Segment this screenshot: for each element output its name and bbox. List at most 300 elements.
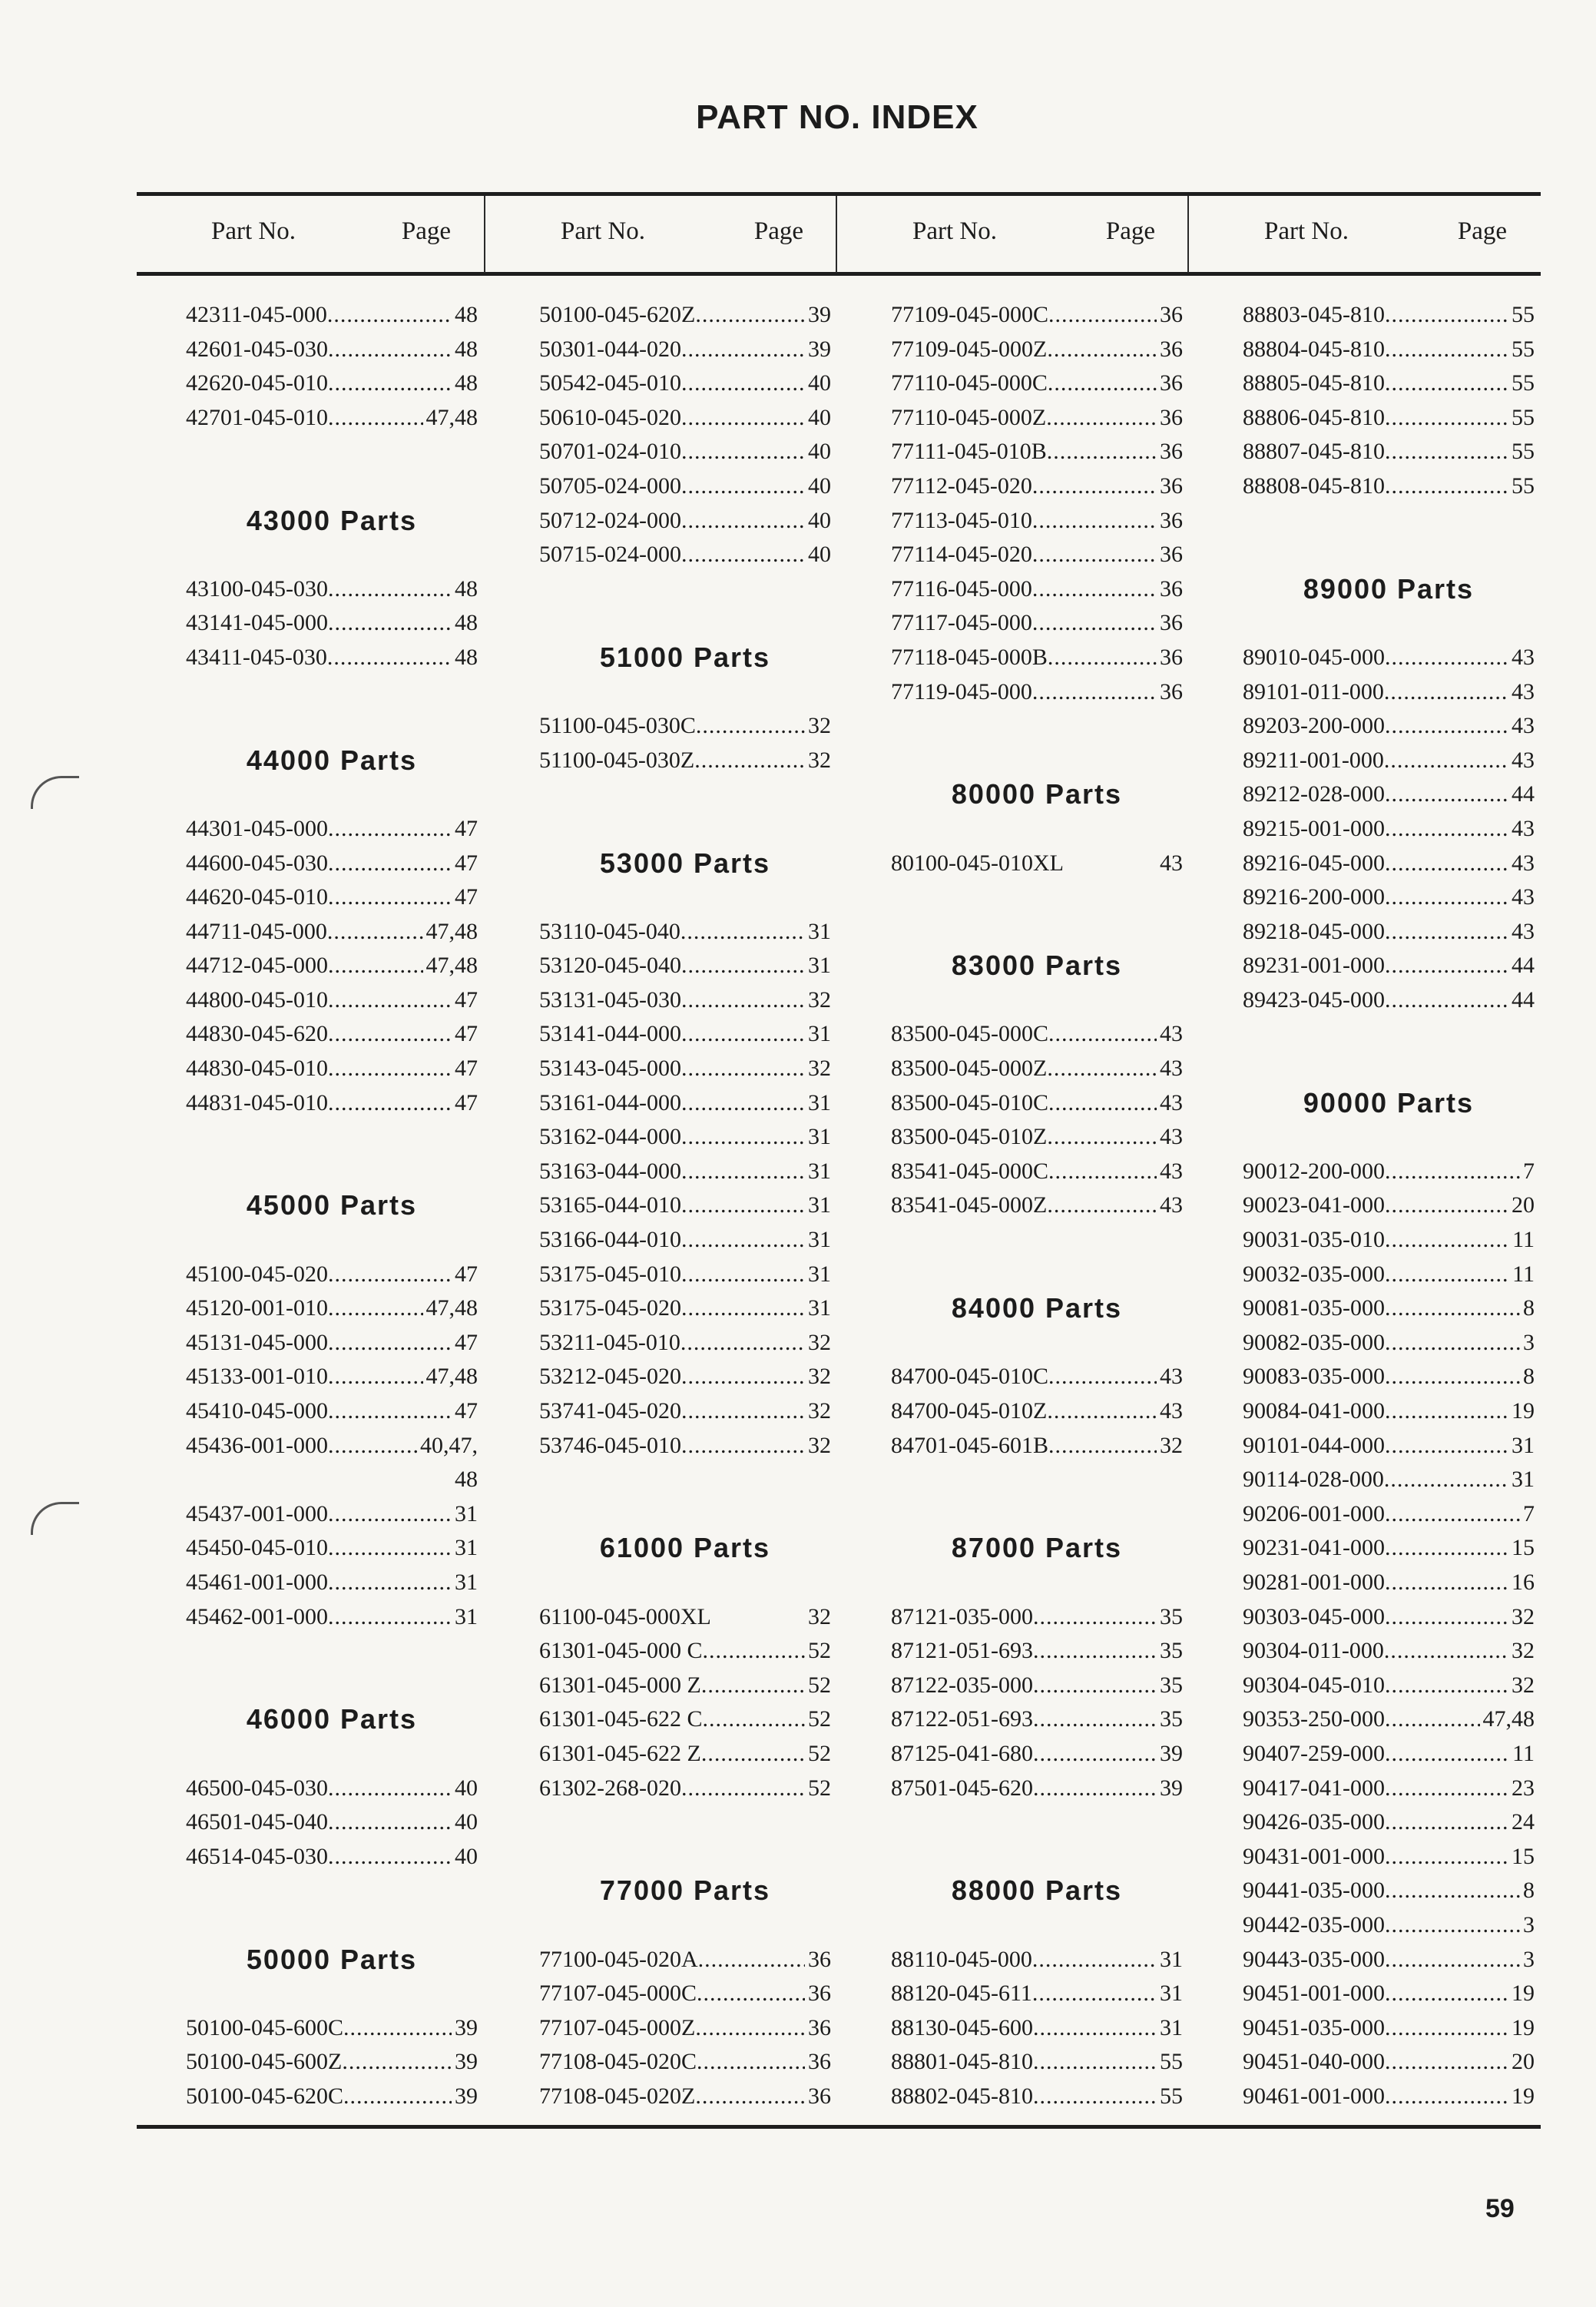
list-item: [1243, 949, 1535, 983]
page-ref: 43: [1512, 644, 1535, 670]
dot-leader: [328, 401, 423, 436]
page-ref: 36: [1160, 610, 1183, 636]
part-number: 51100-045-030Z: [539, 747, 695, 773]
page-ref: 52: [808, 1638, 831, 1664]
page-ref: 31: [1512, 1432, 1535, 1458]
page-ref: 43: [1160, 1364, 1183, 1390]
part-number: 50301-044-020: [539, 336, 681, 362]
list-item: [891, 1669, 1183, 1703]
list-item: [891, 298, 1183, 333]
list-item: [186, 1086, 478, 1121]
part-number: 77110-045-000Z: [891, 404, 1047, 430]
dot-leader: [1385, 298, 1508, 333]
page-ref: 3: [1523, 1329, 1535, 1355]
list-item: [891, 504, 1183, 539]
dot-leader: [328, 983, 452, 1018]
page-ref: 7: [1523, 1500, 1535, 1526]
list-item: [1243, 2045, 1535, 2080]
section-heading: 87000 Parts: [951, 1532, 1123, 1564]
list-item: [1243, 1805, 1535, 1840]
page-ref: 40,47,: [420, 1432, 478, 1458]
part-number: 90431-001-000: [1243, 1843, 1385, 1869]
part-number: 80100-045-010XL: [891, 850, 1064, 876]
dot-leader: [328, 1326, 452, 1361]
list-item: [186, 1805, 478, 1840]
part-number: 61301-045-000 Z: [539, 1672, 701, 1698]
list-item: [186, 1531, 478, 1566]
page-ref: 40: [808, 472, 831, 499]
page-ref: 48: [455, 336, 478, 362]
part-number: 53746-045-010: [539, 1432, 681, 1458]
dot-leader: [1032, 504, 1157, 539]
list-item: [539, 1188, 831, 1223]
dot-leader: [1033, 1669, 1157, 1703]
page-ref: 47,48: [425, 404, 478, 430]
list-item: [186, 606, 478, 641]
page-ref: 19: [1512, 2083, 1535, 2109]
page-ref: 36: [1160, 678, 1183, 704]
page-ref: 31: [808, 953, 831, 979]
list-item: [539, 1120, 831, 1155]
part-number: 89215-001-000: [1243, 815, 1385, 841]
page-ref: 8: [1523, 1364, 1535, 1390]
dot-leader: [328, 1429, 417, 1463]
part-number: 83500-045-010Z: [891, 1124, 1048, 1150]
list-item: [1243, 1463, 1535, 1497]
page-ref: 55: [1512, 472, 1535, 499]
page-ref: 15: [1512, 1843, 1535, 1869]
dot-leader: [681, 538, 805, 572]
part-number: 77114-045-020: [891, 542, 1032, 568]
list-item: [1243, 1669, 1535, 1703]
list-item: [891, 2080, 1183, 2114]
dot-leader: [327, 298, 452, 333]
list-item: [1243, 983, 1535, 1018]
part-number: 87122-051-693: [891, 1706, 1033, 1732]
part-number: 77117-045-000: [891, 610, 1032, 636]
punch-hole-mark: [31, 776, 79, 809]
part-number: 77110-045-000C: [891, 370, 1048, 396]
page-ref: 32: [808, 1398, 831, 1424]
part-number: 88120-045-611: [891, 1981, 1032, 2007]
column-divider: [1187, 196, 1189, 273]
list-item: [186, 1326, 478, 1361]
dot-leader: [681, 1772, 805, 1806]
list-item: [891, 1772, 1183, 1806]
dot-leader: [1385, 1258, 1509, 1292]
page-ref: 44: [1512, 953, 1535, 979]
page-ref: 32: [1512, 1603, 1535, 1629]
part-number: 45437-001-000: [186, 1500, 328, 1526]
page-ref: 11: [1512, 1740, 1535, 1766]
page-ref: 40: [455, 1775, 478, 1801]
dot-leader: [681, 1017, 805, 1052]
part-number: 42311-045-000: [186, 302, 327, 327]
list-item: [1243, 435, 1535, 469]
part-number: 84700-045-010C: [891, 1364, 1048, 1390]
page-ref: 43: [1512, 884, 1535, 910]
part-number: 90426-035-000: [1243, 1809, 1385, 1835]
part-number: 77116-045-000: [891, 575, 1032, 602]
list-item: [186, 1772, 478, 1806]
dot-leader: [1048, 298, 1157, 333]
part-number: 90442-035-000: [1243, 1911, 1385, 1937]
section-heading: 45000 Parts: [246, 1189, 418, 1221]
dot-leader: [711, 1600, 805, 1635]
dot-leader: [1385, 469, 1508, 504]
list-item: [186, 298, 478, 333]
list-item: [186, 572, 478, 607]
part-number: 51100-045-030C: [539, 713, 696, 739]
page-ref: 43: [1512, 713, 1535, 739]
section-heading: 61000 Parts: [599, 1532, 771, 1564]
part-number: 90281-001-000: [1243, 1569, 1385, 1595]
dot-leader: [1385, 1155, 1520, 1189]
dot-leader: [1033, 2080, 1157, 2114]
dot-leader: [697, 1977, 805, 2011]
part-number: 77112-045-020: [891, 472, 1032, 499]
page-ref: 40: [455, 1809, 478, 1835]
part-number: 90083-035-000: [1243, 1364, 1385, 1390]
list-item: [891, 641, 1183, 675]
list-item: [539, 1360, 831, 1394]
part-number: 77107-045-000C: [539, 1981, 697, 2007]
page-ref: 32: [1512, 1638, 1535, 1664]
dot-leader: [694, 744, 805, 778]
list-item: [186, 1566, 478, 1600]
dot-leader: [681, 1360, 805, 1394]
dot-leader: [1385, 1737, 1509, 1772]
page-ref: 44: [1512, 986, 1535, 1013]
dot-leader: [1385, 777, 1508, 812]
page-ref: 8: [1523, 1878, 1535, 1904]
dot-leader: [1385, 1840, 1508, 1874]
list-item: [186, 641, 478, 675]
page-ref: 48: [455, 575, 478, 602]
part-number: 53165-044-010: [539, 1192, 681, 1218]
page-number: 59: [1485, 2194, 1515, 2223]
part-number: 83500-045-000Z: [891, 1056, 1048, 1082]
list-item: [186, 1600, 478, 1635]
part-number: 50705-024-000: [539, 472, 681, 499]
dot-leader: [328, 1600, 452, 1635]
list-item: [539, 983, 831, 1018]
spacer: [539, 880, 831, 915]
spacer: [186, 1977, 478, 2011]
dot-leader: [681, 401, 805, 436]
list-item: [539, 333, 831, 367]
list-item: [186, 847, 478, 881]
dot-leader: [698, 1943, 805, 1977]
list-item: [1243, 1258, 1535, 1292]
page-ref: 47,48: [425, 953, 478, 979]
part-number: 88805-045-810: [1243, 370, 1385, 396]
part-number: 45410-045-000: [186, 1398, 328, 1424]
page-ref: 32: [1512, 1672, 1535, 1698]
spacer: [186, 777, 478, 812]
dot-leader: [328, 366, 452, 401]
page-ref: 31: [1160, 2014, 1183, 2040]
dot-leader: [681, 1429, 805, 1463]
list-item: [1243, 1874, 1535, 1908]
list-item: [539, 1737, 831, 1772]
dot-leader: [1385, 1600, 1508, 1635]
page-ref: 31: [808, 1227, 831, 1253]
dot-leader: [328, 1360, 423, 1394]
page-ref: 20: [1512, 1192, 1535, 1218]
page-ref: 31: [455, 1500, 478, 1526]
dot-leader: [1385, 641, 1508, 675]
page-ref: 39: [1160, 1775, 1183, 1801]
list-item: [1243, 2011, 1535, 2046]
part-number: 45436-001-000: [186, 1432, 328, 1458]
page-ref: 43: [1160, 1021, 1183, 1047]
page-ref: 31: [808, 1089, 831, 1115]
dot-leader: [328, 812, 452, 847]
dot-leader: [1385, 1531, 1508, 1566]
page-ref: 36: [1160, 472, 1183, 499]
list-item: [891, 1737, 1183, 1772]
page-ref: 47: [455, 1056, 478, 1082]
page-ref: 32: [808, 1364, 831, 1390]
dot-leader: [681, 1223, 805, 1258]
dot-leader: [1048, 1017, 1157, 1052]
dot-leader: [328, 1291, 423, 1326]
page-ref: 47: [455, 884, 478, 910]
part-number: 77108-045-020Z: [539, 2083, 696, 2109]
page-ref: 48: [455, 610, 478, 636]
page-ref: 39: [455, 2014, 478, 2040]
list-item: [539, 1052, 831, 1086]
bottom-rule: [137, 2125, 1541, 2129]
section-heading: 88000 Parts: [951, 1874, 1123, 1907]
list-item: [186, 1052, 478, 1086]
list-item: [539, 1394, 831, 1429]
list-item: [891, 847, 1183, 881]
section-heading: 51000 Parts: [599, 641, 771, 673]
list-item: [539, 1943, 831, 1977]
part-number: 87121-051-693: [891, 1638, 1033, 1664]
list-item: [1243, 880, 1535, 915]
dot-leader: [681, 1394, 805, 1429]
dot-leader: [1385, 401, 1508, 436]
list-item: [1243, 333, 1535, 367]
list-item: [186, 1429, 478, 1463]
dot-leader: [681, 1188, 805, 1223]
spacer: [891, 1223, 1183, 1291]
part-number: 44620-045-010: [186, 884, 328, 910]
part-number: 88801-045-810: [891, 2049, 1033, 2075]
page-ref: 24: [1512, 1809, 1535, 1835]
list-item: [539, 1258, 831, 1292]
part-number: 77109-045-000Z: [891, 336, 1048, 362]
dot-leader: [1046, 401, 1157, 436]
list-item: [186, 366, 478, 401]
page-ref: 43: [1160, 850, 1183, 876]
part-number: 44301-045-000: [186, 815, 328, 841]
list-item: [891, 606, 1183, 641]
spacer: [539, 777, 831, 846]
dot-leader: [1385, 1360, 1520, 1394]
part-no-header: Part No.: [912, 217, 997, 245]
list-item: [186, 1017, 478, 1052]
part-number: 83500-045-000C: [891, 1021, 1048, 1047]
page-ref: 20: [1512, 2049, 1535, 2075]
list-item: [539, 1977, 831, 2011]
part-number: 77113-045-010: [891, 507, 1032, 533]
index-column-3: [891, 298, 1183, 2113]
dot-leader: [1048, 1429, 1157, 1463]
list-item: [539, 709, 831, 744]
page-header: Page: [1457, 217, 1507, 245]
page-ref: 47: [455, 1089, 478, 1115]
list-item: [186, 949, 478, 983]
page-ref: 36: [808, 1946, 831, 1972]
part-number: 53161-044-000: [539, 1089, 681, 1115]
part-number: 77111-045-010B: [891, 439, 1047, 465]
spacer: [1243, 1120, 1535, 1155]
part-number: 89212-028-000: [1243, 781, 1385, 807]
dot-leader: [681, 469, 805, 504]
column-divider: [484, 196, 485, 273]
list-item: [539, 1600, 831, 1635]
part-number: 77107-045-000Z: [539, 2014, 696, 2040]
dot-leader: [701, 1669, 805, 1703]
list-item: [891, 2011, 1183, 2046]
dot-leader: [681, 504, 805, 539]
dot-leader: [1385, 1874, 1520, 1908]
list-item: [539, 1086, 831, 1121]
part-number: 53741-045-020: [539, 1398, 681, 1424]
page-ref: 43: [1160, 1192, 1183, 1218]
part-number: 46514-045-030: [186, 1843, 328, 1869]
spacer: [186, 1874, 478, 1942]
part-number: 61301-045-622 C: [539, 1706, 703, 1732]
list-item: [1243, 1360, 1535, 1394]
dot-leader: [1385, 709, 1508, 744]
dot-leader: [1047, 333, 1157, 367]
dot-leader: [1385, 1497, 1520, 1532]
part-number: 53163-044-000: [539, 1158, 681, 1184]
dot-leader: [1032, 1977, 1157, 2011]
part-number: 88110-045-000: [891, 1946, 1032, 1972]
part-number: 90012-200-000: [1243, 1158, 1385, 1184]
list-item: [891, 401, 1183, 436]
section-heading: 44000 Parts: [246, 744, 418, 776]
page-ref: 31: [1160, 1946, 1183, 1972]
dot-leader: [681, 1258, 805, 1292]
list-item: [186, 2045, 478, 2080]
part-number: 45462-001-000: [186, 1603, 328, 1629]
dot-leader: [681, 949, 805, 983]
dot-leader: [1385, 1669, 1508, 1703]
list-item: [1243, 1326, 1535, 1361]
page-ref: 7: [1523, 1158, 1535, 1184]
dot-leader: [1384, 675, 1508, 710]
dot-leader: [1385, 1223, 1509, 1258]
part-number: 88807-045-810: [1243, 439, 1385, 465]
index-column-2: [539, 298, 831, 2113]
part-number: 90304-045-010: [1243, 1672, 1385, 1698]
part-number: 88803-045-810: [1243, 302, 1385, 327]
section-heading: 77000 Parts: [599, 1874, 771, 1907]
list-item: [539, 401, 831, 436]
part-number: 90084-041-000: [1243, 1398, 1385, 1424]
page-ref: 47: [455, 986, 478, 1013]
dot-leader: [1048, 366, 1157, 401]
dot-leader: [328, 1566, 452, 1600]
dot-leader: [1385, 1977, 1508, 2011]
page-ref: 36: [1160, 336, 1183, 362]
page-ref: 3: [1523, 1946, 1535, 1972]
column-header: [1264, 217, 1507, 246]
list-item: [891, 469, 1183, 504]
list-item: [186, 1291, 478, 1326]
list-item: [1243, 1702, 1535, 1737]
list-item: [186, 401, 478, 436]
list-item: [1243, 709, 1535, 744]
page-ref: 19: [1512, 1398, 1535, 1424]
page-ref: 31: [808, 1124, 831, 1150]
page-ref: 55: [1160, 2083, 1183, 2109]
spacer: [539, 1805, 831, 1874]
spacer: [891, 1326, 1183, 1361]
dot-leader: [1047, 1052, 1157, 1086]
list-item: [891, 333, 1183, 367]
dot-leader: [1032, 1943, 1157, 1977]
section-heading: 90000 Parts: [1303, 1086, 1475, 1119]
page-ref: 36: [1160, 575, 1183, 602]
list-item: [891, 538, 1183, 572]
list-item: [186, 1840, 478, 1874]
dot-leader: [328, 1086, 452, 1121]
spacer: [891, 983, 1183, 1018]
dot-leader: [327, 915, 423, 950]
dot-leader: [343, 2080, 452, 2114]
page-ref: 43: [1512, 747, 1535, 773]
spacer: [186, 1120, 478, 1188]
part-number: 50610-045-020: [539, 404, 681, 430]
part-number: 90443-035-000: [1243, 1946, 1385, 1972]
page-ref: 8: [1523, 1295, 1535, 1321]
dot-leader: [1385, 366, 1508, 401]
page-ref: 36: [1160, 370, 1183, 396]
part-number: 87125-041-680: [891, 1740, 1033, 1766]
page-ref: 43: [1512, 918, 1535, 944]
part-number: 77108-045-020C: [539, 2049, 697, 2075]
page-ref: 35: [1160, 1672, 1183, 1698]
dot-leader: [1385, 1943, 1520, 1977]
part-number: 90407-259-000: [1243, 1740, 1385, 1766]
index-column-4: [1243, 298, 1535, 2113]
page-ref: 35: [1160, 1706, 1183, 1732]
part-number: 44830-045-010: [186, 1056, 328, 1082]
page-ref: 36: [1160, 404, 1183, 430]
dot-leader: [1032, 606, 1157, 641]
list-item: [539, 469, 831, 504]
dot-leader: [1385, 1188, 1508, 1223]
dot-leader: [1385, 2080, 1508, 2114]
list-item: [539, 435, 831, 469]
list-item: [1243, 401, 1535, 436]
dot-leader: [1385, 1429, 1508, 1463]
part-number: 43100-045-030: [186, 575, 328, 602]
part-number: 45100-045-020: [186, 1261, 328, 1287]
dot-leader: [1047, 1120, 1157, 1155]
list-item: [539, 2080, 831, 2114]
part-number: 53175-045-010: [539, 1261, 681, 1287]
list-item: [891, 572, 1183, 607]
